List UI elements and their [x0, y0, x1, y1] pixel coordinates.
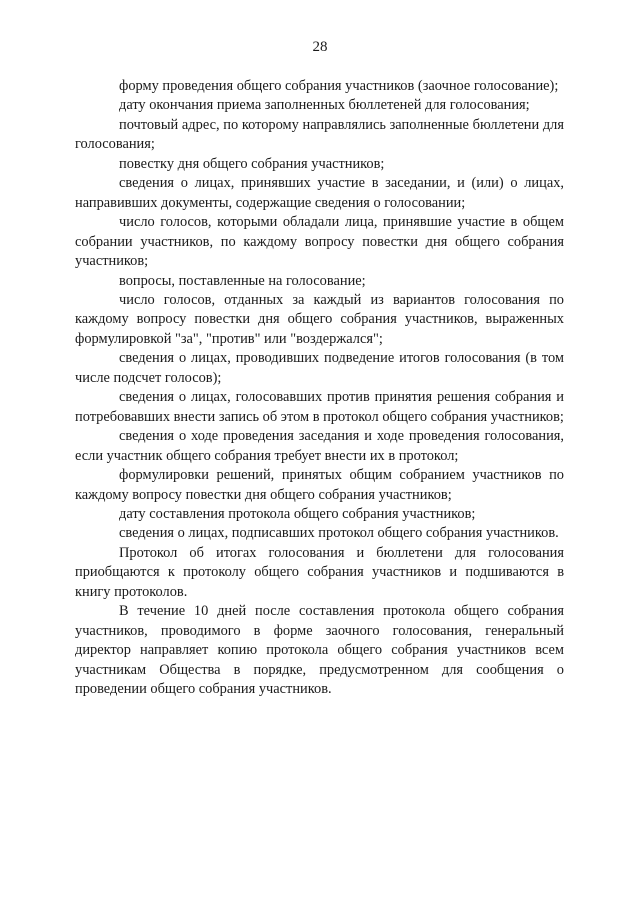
paragraph: дату окончания приема заполненных бюллетеней для голосования; [119, 97, 530, 114]
paragraph: сведения о лицах, принявших участие в заседании, и (или) о лицах, направивших документы, содержащие сведения о голосовании; [75, 175, 564, 211]
paragraph: сведения о ходе проведения заседания и ходе проведения голосования, если участник общего собрания требует внести их в протокол; [75, 428, 564, 464]
page-number: 28 [312, 39, 328, 55]
paragraph: число голосов, отданных за каждый из вариантов голосования по каждому вопросу повестки дня общего собрания участников, выраженных формулировкой "за", "против" или "воздержался"; [75, 291, 564, 347]
paragraph: формулировки решений, принятых общим собранием участников по каждому вопросу повестки дня общего собрания участников; [75, 467, 564, 503]
paragraph: сведения о лицах, подписавших протокол общего собрания участников. [119, 525, 559, 542]
paragraph: почтовый адрес, по которому направлялись заполненные бюллетени для голосования; [75, 116, 564, 153]
paragraph: число голосов, которыми обладали лица, принявшие участие в общем собрании участников, по каждому вопросу повестки дня общего собрания участников; [75, 214, 564, 270]
paragraph: повестку дня общего собрания участников; [119, 155, 385, 172]
paragraph: вопросы, поставленные на голосование; [119, 272, 366, 289]
paragraph: форму проведения общего собрания участников (заочное голосование); [119, 78, 559, 94]
paragraph: сведения о лицах, голосовавших против принятия решения собрания и потребовавших внести запись об этом в протокол общего собрания участников; [75, 389, 564, 425]
paragraph: Протокол об итогах голосования и бюллетени для голосования приобщаются к протоколу общего собрания участников и подшиваются в книгу протоколов. [75, 544, 564, 600]
paragraph: В течение 10 дней после составления протокола общего собрания участников, проводимого в форме заочного голосования, генеральный директор направляет копию протокола общего собрания участников всем участникам Общества в порядке, предусмотренном для сообщения о проведении общего собрания участников. [75, 603, 564, 698]
document-body [75, 77, 564, 700]
paragraph: сведения о лицах, проводивших подведение итогов голосования (в том числе подсчет голосов); [75, 350, 564, 386]
paragraph: дату составления протокола общего собрания участников; [119, 505, 476, 522]
